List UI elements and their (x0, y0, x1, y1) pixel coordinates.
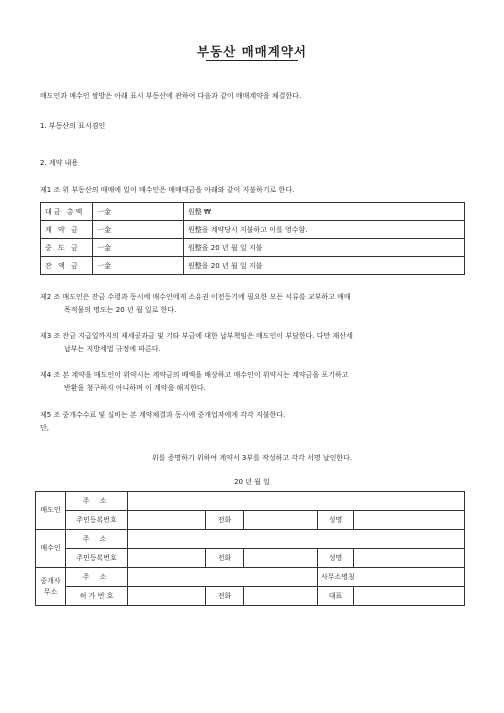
payment-label: 중 도 금 (41, 239, 93, 257)
article-1-text: 제1 조 위 부동산의 매매에 있어 매수인은 매매대금을 아래와 같이 지불하기로 한다. (40, 186, 295, 194)
article-3-line-2: 납부는 지방세법 규정에 따른다. (64, 345, 161, 353)
seller-name-value[interactable] (354, 511, 465, 530)
note-text: 단, (40, 424, 49, 432)
section-2-heading: 2. 계약 내용 (40, 159, 79, 167)
payment-label: 잔 액 금 (41, 257, 93, 275)
payment-desc: 원整을 20 년 월 일 지불 (184, 239, 465, 257)
intro-text: 매도인과 매수인 쌍방은 아래 표시 부동산에 관하여 다음과 같이 매매계약을 체결한다. (40, 92, 302, 100)
payment-row (41, 221, 465, 239)
payment-amount: 一金 (93, 257, 184, 275)
payment-label: 대금 총액 (41, 203, 93, 221)
payment-desc: 원整을 계약당시 지불하고 이를 영수함. (184, 221, 465, 239)
document-title: 부동산 매매계약서 (197, 44, 307, 59)
agent-representative-value[interactable] (354, 587, 465, 606)
article-2-line-1: 제2 조 매도인은 잔금 수령과 동시에 매수인에게 소유권 이전등기에 필요한 모든 서류를 교부하고 매매 (40, 293, 351, 301)
buyer-name-label: 성명 (318, 549, 354, 568)
agent-address-row (36, 568, 465, 587)
seller-resident-no-value[interactable] (128, 511, 206, 530)
article-3-line-1: 제3 조 잔금 지급일까지의 제세공과금 및 기타 부금에 대한 납부책임은 매도인이 부담한다. 다만 재산세 (40, 332, 353, 340)
agent-license-label: 허 가 번 호 (66, 587, 128, 606)
buyer-id-row (36, 549, 465, 568)
buyer-role: 매수인 (36, 530, 66, 568)
buyer-resident-no-value[interactable] (128, 549, 206, 568)
payment-desc: 원整을 20 년 월 일 지불 (184, 257, 465, 275)
buyer-address-row (36, 530, 465, 549)
agent-address-label: 주 소 (66, 568, 128, 587)
payment-label: 계 약 금 (41, 221, 93, 239)
seller-resident-no-label: 주민등록번호 (66, 511, 128, 530)
seller-address-row (36, 492, 465, 511)
agent-address-value[interactable] (128, 568, 318, 587)
seller-phone-label: 전화 (206, 511, 244, 530)
payment-row (41, 257, 465, 275)
agent-license-row (36, 587, 465, 606)
title-underline (206, 60, 298, 61)
agent-role: 중개사무소 (36, 568, 66, 606)
payment-row (41, 203, 465, 221)
buyer-address-label: 주 소 (66, 530, 128, 549)
payment-desc: 원整 ₩ (184, 203, 465, 221)
signature-table (35, 491, 465, 606)
date-line: 20 년 월 일 (234, 478, 270, 486)
seller-address-value[interactable] (128, 492, 465, 511)
section-1-heading: 1. 부동산의 표시겸인 (40, 122, 106, 130)
buyer-phone-value[interactable] (244, 549, 318, 568)
closing-text: 위를 증명하기 위하여 계약서 3부를 작성하고 각각 서명 날인한다. (151, 454, 353, 462)
buyer-resident-no-label: 주민등록번호 (66, 549, 128, 568)
agent-license-value[interactable] (128, 587, 206, 606)
buyer-phone-label: 전화 (206, 549, 244, 568)
agent-representative-label: 대표 (318, 587, 354, 606)
seller-name-label: 성명 (318, 511, 354, 530)
seller-role: 매도인 (36, 492, 66, 530)
agent-phone-value[interactable] (244, 587, 318, 606)
article-4-line-1: 제4 조 본 계약을 매도인이 위약시는 계약금의 배액을 배상하고 매수인이 위약시는 계약금을 포기하고 (40, 371, 349, 379)
seller-phone-value[interactable] (244, 511, 318, 530)
seller-address-label: 주 소 (66, 492, 128, 511)
agent-office-name-label: 사무소명칭 (318, 568, 465, 587)
seller-id-row (36, 511, 465, 530)
payment-amount: 一金 (93, 239, 184, 257)
buyer-address-value[interactable] (128, 530, 465, 549)
article-2-line-2: 목적물의 명도는 20 년 월 일로 한다. (64, 306, 177, 314)
buyer-name-value[interactable] (354, 549, 465, 568)
agent-phone-label: 전화 (206, 587, 244, 606)
payment-table (40, 202, 465, 275)
payment-amount: 一金 (93, 221, 184, 239)
article-4-line-2: 반환을 청구하지 아니하며 이 계약을 해지한다. (64, 384, 206, 392)
payment-row (41, 239, 465, 257)
payment-amount: 一金 (93, 203, 184, 221)
article-5-text: 제5 조 중개수수료 및 실비는 본 계약체결과 동시에 중개업자에게 각각 지불한다. (40, 411, 286, 419)
